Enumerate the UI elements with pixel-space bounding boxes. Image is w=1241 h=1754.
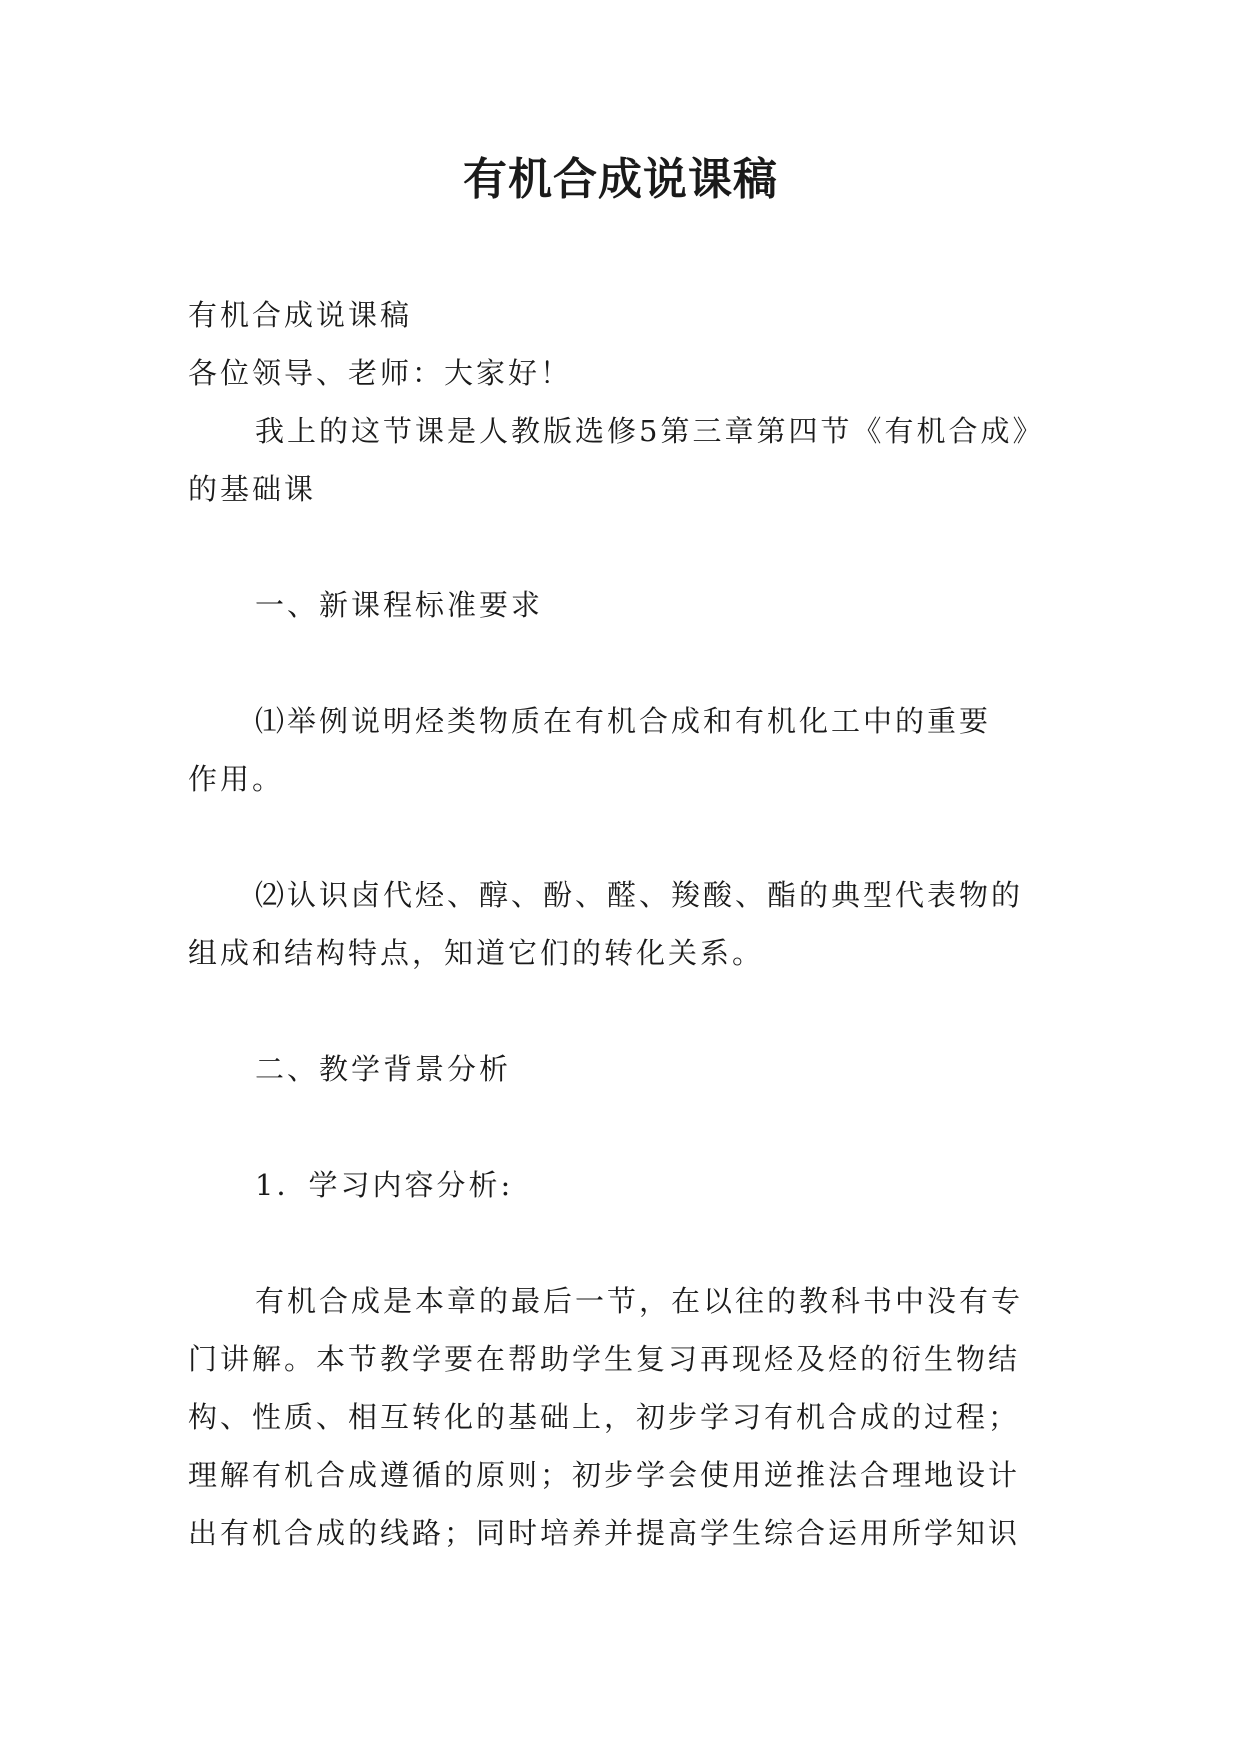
paragraph-line: 有机合成是本章的最后一节，在以往的教科书中没有专 xyxy=(255,1284,1024,1318)
paragraph-line: 出有机合成的线路；同时培养并提高学生综合运用所学知识 xyxy=(188,1516,1021,1550)
section-heading: 一、新课程标准要求 xyxy=(255,588,544,622)
document-title: 有机合成说课稿 xyxy=(463,154,778,205)
section-heading: 二、教学背景分析 xyxy=(255,1052,512,1086)
paragraph-line: 门讲解。本节教学要在帮助学生复习再现烃及烃的衍生物结 xyxy=(188,1342,1021,1376)
paragraph-line: 组成和结构特点，知道它们的转化关系。 xyxy=(188,936,765,970)
paragraph-line: 的基础课 xyxy=(188,472,317,506)
paragraph-line: ⑴举例说明烃类物质在有机合成和有机化工中的重要 xyxy=(255,704,992,738)
paragraph-line: ⑵认识卤代烃、醇、酚、醛、羧酸、酯的典型代表物的 xyxy=(255,878,1024,912)
paragraph-line: 理解有机合成遵循的原则；初步学会使用逆推法合理地设计 xyxy=(188,1458,1021,1492)
paragraph-line: 我上的这节课是人教版选修5第三章第四节《有机合成》 xyxy=(255,414,1045,448)
paragraph-line: 构、性质、相互转化的基础上，初步学习有机合成的过程； xyxy=(188,1400,1021,1434)
paragraph-line: 作用。 xyxy=(188,762,285,796)
subsection-heading: 1．学习内容分析: xyxy=(255,1168,514,1202)
subtitle-line: 有机合成说课稿 xyxy=(188,298,413,332)
greeting-line: 各位领导、老师：大家好！ xyxy=(188,356,573,390)
